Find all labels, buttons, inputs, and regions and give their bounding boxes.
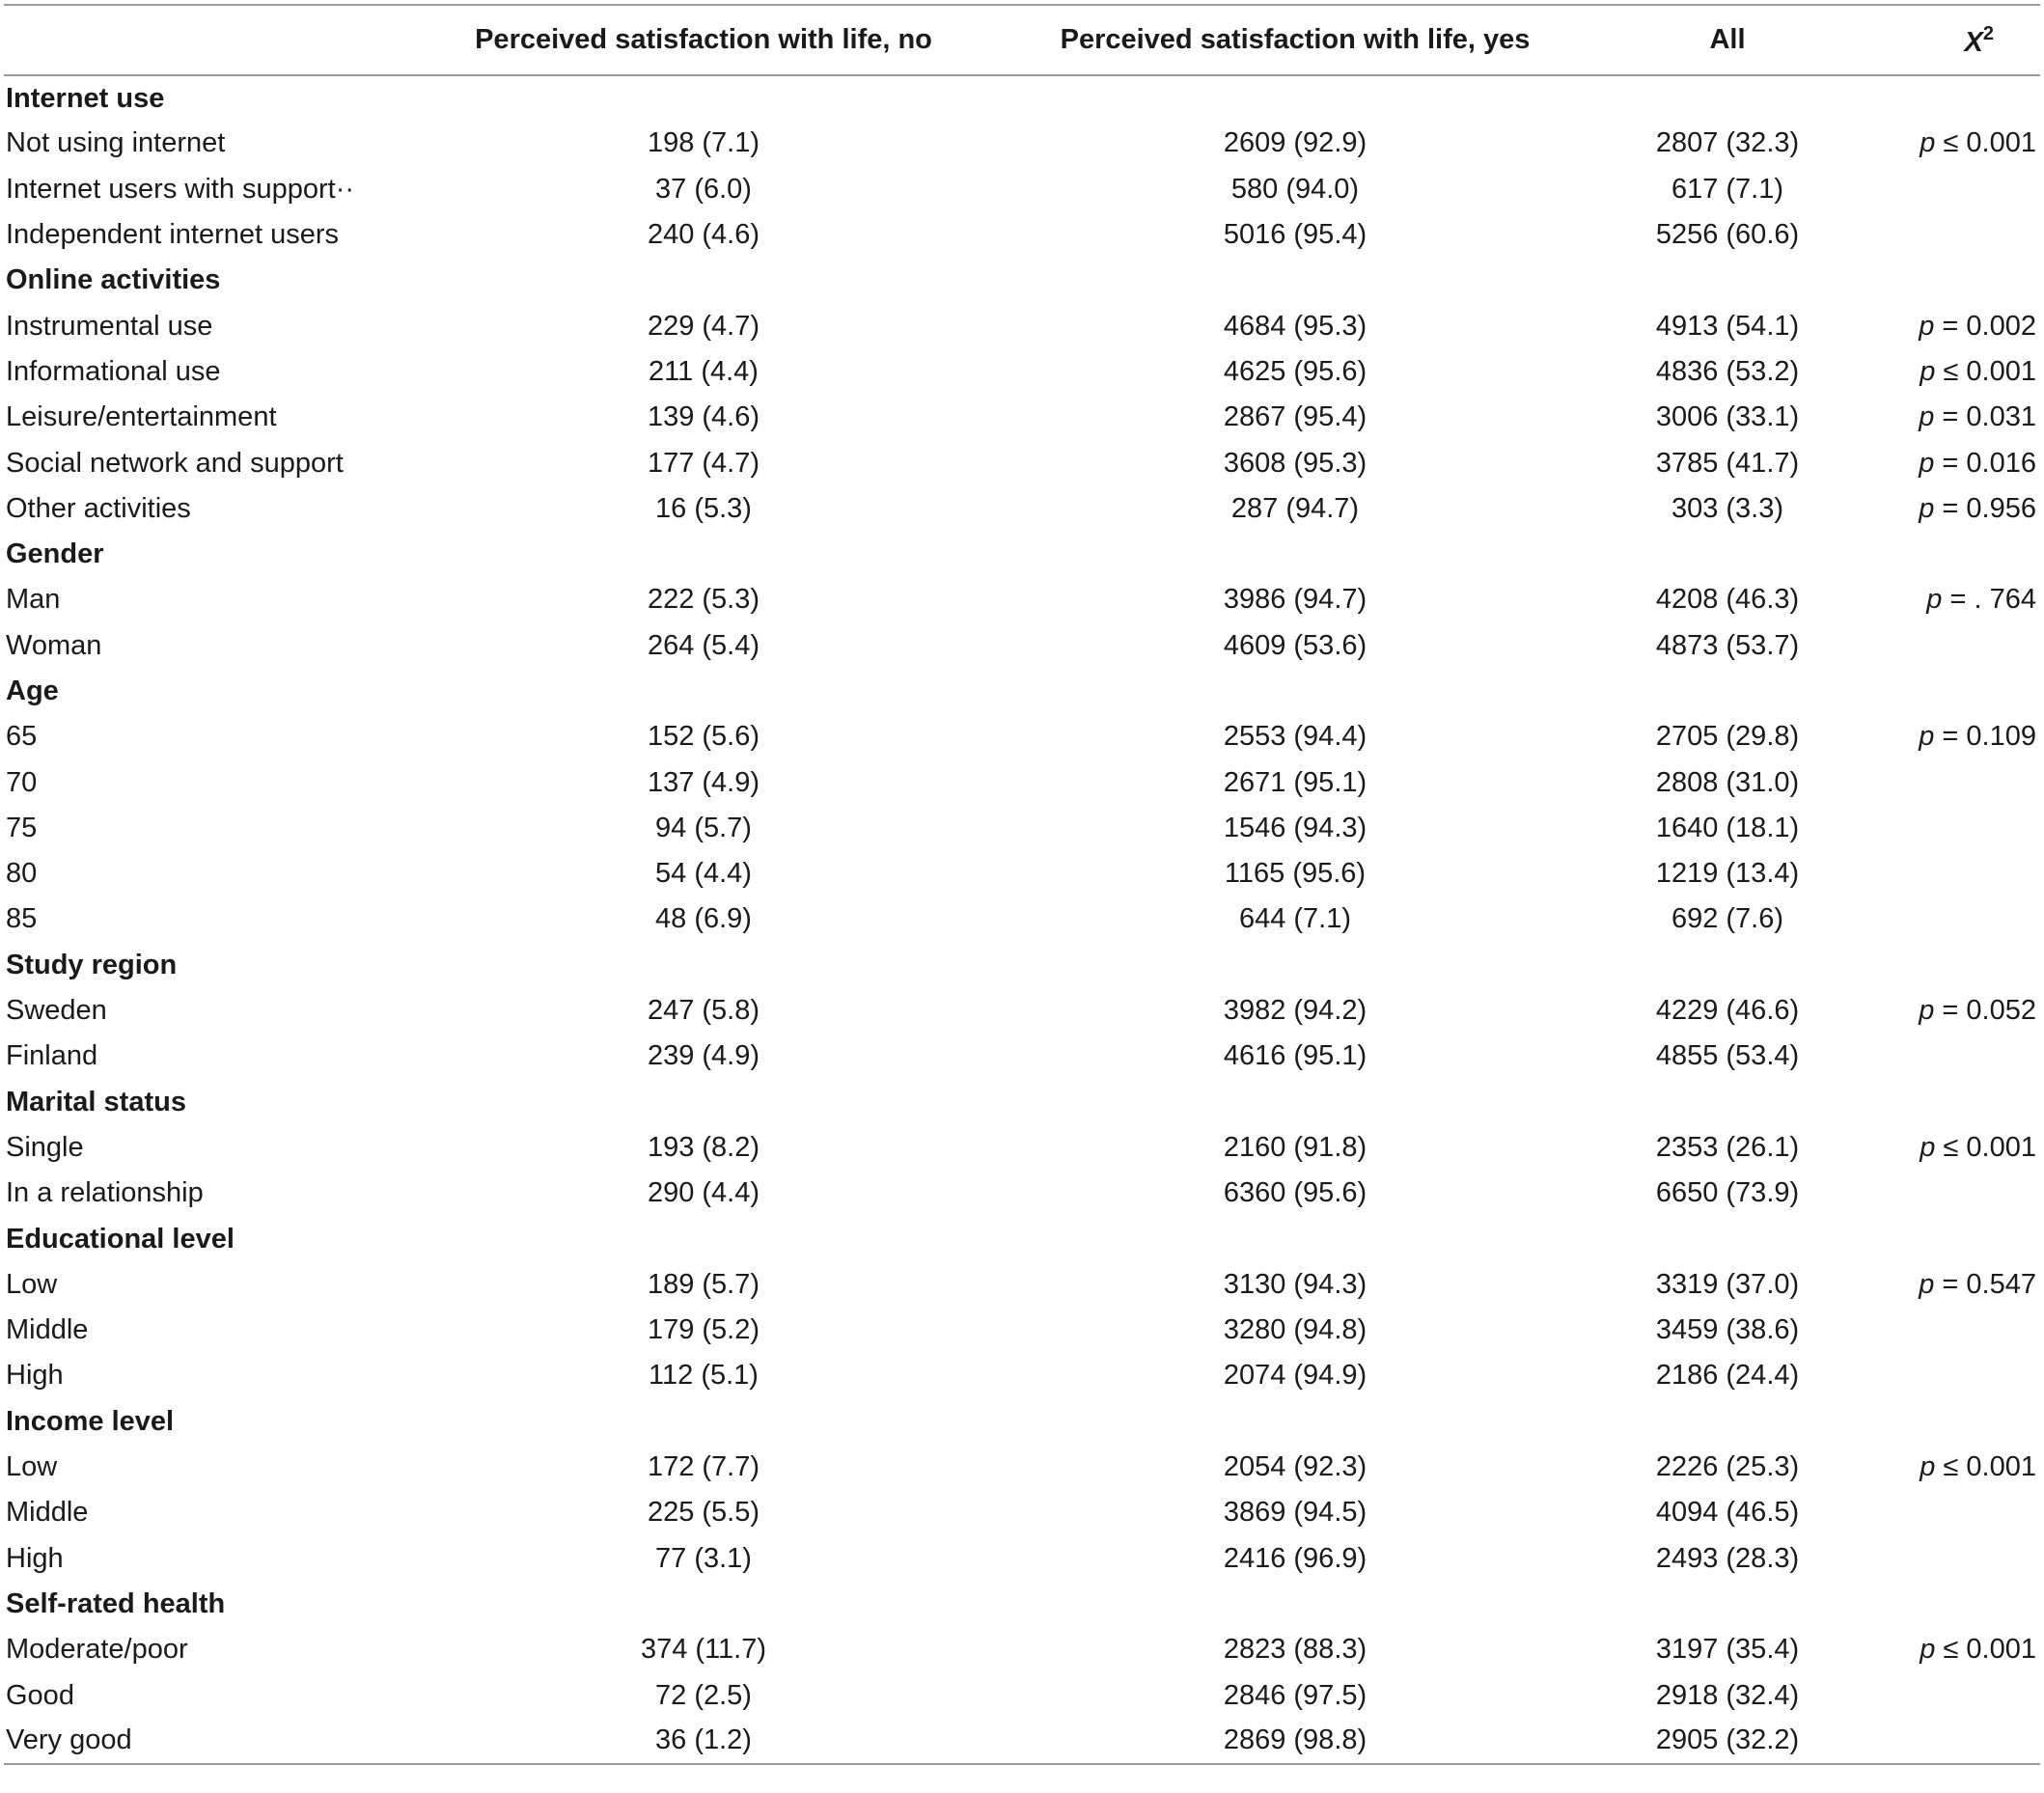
cell-satisfaction-yes: 5016 (95.4) [1223, 219, 1367, 251]
cell-satisfaction-yes: 4609 (53.6) [1223, 629, 1367, 661]
row-label: High [6, 1360, 64, 1392]
p-symbol: p [1919, 721, 1935, 753]
cell-satisfaction-no: 37 (6.0) [655, 173, 752, 205]
section-label: Self-rated health [6, 1587, 226, 1619]
cell-chi-square [1834, 1308, 2040, 1353]
cell-satisfaction-yes: 2553 (94.4) [1223, 721, 1367, 753]
table-row [4, 212, 2040, 258]
table-row [4, 896, 2040, 942]
section-label: Marital status [6, 1086, 186, 1117]
row-label: Middle [6, 1497, 89, 1529]
table-row [4, 303, 2040, 348]
p-symbol: p [1920, 1131, 1936, 1163]
cell-satisfaction-no: 211 (4.4) [649, 355, 759, 387]
p-value: ≤ 0.001 [1935, 355, 2036, 387]
cell-all: 2918 (32.4) [1655, 1679, 1800, 1711]
header-label [4, 5, 438, 75]
cell-satisfaction-no: 225 (5.5) [647, 1497, 760, 1529]
cell-satisfaction-no: 77 (3.1) [655, 1542, 752, 1574]
header-all: All [1621, 5, 1834, 75]
p-symbol: p [1920, 1451, 1936, 1483]
p-value: = 0.052 [1934, 995, 2036, 1027]
table-row [4, 121, 2040, 166]
cell-satisfaction-yes: 2823 (88.3) [1223, 1634, 1367, 1666]
cell-chi-square [1834, 851, 2040, 896]
header-chi-letter: X [1964, 26, 1983, 58]
header-row [4, 5, 2040, 75]
p-symbol: p [1919, 492, 1935, 524]
header-satisfaction-yes: Perceived satisfaction with life, yes [969, 5, 1621, 75]
cell-all: 2226 (25.3) [1655, 1451, 1800, 1483]
table-row [4, 167, 2040, 212]
p-value: = 0.031 [1934, 401, 2036, 433]
cell-chi-square [1834, 1171, 2040, 1216]
p-value: = 0.109 [1934, 721, 2036, 753]
section-header-row [4, 1080, 2040, 1125]
cell-all: 2353 (26.1) [1655, 1131, 1800, 1163]
row-label: Very good [4, 1719, 438, 1764]
cell-satisfaction-no: 229 (4.7) [647, 310, 760, 342]
row-label: 75 [6, 812, 38, 843]
section-label: Online activities [6, 264, 221, 296]
p-value: ≤ 0.001 [1935, 1634, 2036, 1666]
cell-satisfaction-no: 112 (5.1) [649, 1360, 759, 1392]
p-value: = 0.547 [1934, 1268, 2036, 1300]
table-row [4, 1308, 2040, 1353]
p-symbol: p [1926, 584, 1943, 616]
section-header-row [4, 1216, 2040, 1261]
cell-all: 5256 (60.6) [1655, 219, 1800, 251]
section-label: Income level [6, 1405, 175, 1437]
cell-all: 3006 (33.1) [1655, 401, 1800, 433]
cell-chi-square [1834, 623, 2040, 669]
cell-satisfaction-yes: 2609 (92.9) [1223, 127, 1367, 159]
table-row [4, 988, 2040, 1034]
cell-chi-square [1834, 1262, 2040, 1308]
row-label: Finland [6, 1040, 98, 1072]
row-label: Independent internet users [6, 219, 340, 251]
p-value: = 0.002 [1934, 310, 2036, 342]
section-header-row [4, 75, 2040, 121]
row-label: Low [6, 1451, 58, 1483]
section-header-row [4, 532, 2040, 577]
table-row [4, 440, 2040, 485]
table-row [4, 759, 2040, 805]
cell-satisfaction-no: 72 (2.5) [655, 1679, 752, 1711]
cell-satisfaction-yes: 2416 (96.9) [1223, 1542, 1367, 1574]
section-header-row [4, 1399, 2040, 1445]
cell-all: 617 (7.1) [1671, 173, 1784, 205]
cell-satisfaction-yes: 2869 (98.8) [969, 1719, 1621, 1764]
table-row [4, 714, 2040, 759]
row-label: Internet users with support·· [6, 173, 355, 205]
cell-all: 692 (7.6) [1671, 903, 1784, 935]
cell-satisfaction-yes: 4684 (95.3) [1223, 310, 1367, 342]
section-label: Age [6, 676, 59, 706]
row-label: Social network and support [6, 447, 344, 479]
cell-satisfaction-yes: 4616 (95.1) [1223, 1040, 1367, 1072]
p-value: ≤ 0.001 [1935, 127, 2036, 159]
p-symbol: p [1919, 401, 1935, 433]
table-row [4, 1536, 2040, 1582]
cell-all: 4094 (46.5) [1655, 1497, 1800, 1529]
cell-chi-square [1834, 714, 2040, 759]
cell-chi-square [1834, 349, 2040, 395]
cell-satisfaction-no: 222 (5.3) [647, 584, 760, 616]
cell-satisfaction-yes: 1165 (95.6) [1224, 858, 1367, 890]
cell-satisfaction-no: 54 (4.4) [655, 858, 752, 890]
cell-satisfaction-yes: 2074 (94.9) [1223, 1360, 1367, 1392]
cell-satisfaction-yes: 3869 (94.5) [1223, 1497, 1367, 1529]
row-label: Man [6, 584, 61, 616]
cell-satisfaction-no: 179 (5.2) [647, 1314, 760, 1346]
cell-satisfaction-no: 177 (4.7) [647, 447, 760, 479]
cell-satisfaction-no: 198 (7.1) [647, 127, 760, 159]
table-row [4, 1445, 2040, 1490]
table-row [4, 1353, 2040, 1398]
row-label: 80 [6, 858, 38, 890]
section-header-row [4, 1582, 2040, 1627]
cell-satisfaction-yes: 3280 (94.8) [1223, 1314, 1367, 1346]
p-symbol: p [1919, 310, 1935, 342]
cell-satisfaction-no: 48 (6.9) [655, 903, 752, 935]
table-row [4, 1125, 2040, 1171]
cell-chi-square [1834, 1034, 2040, 1079]
row-label: Informational use [6, 355, 221, 387]
cell-all: 303 (3.3) [1671, 492, 1784, 524]
cell-all: 1640 (18.1) [1655, 812, 1800, 843]
p-value: ≤ 0.001 [1935, 1451, 2036, 1483]
cell-all: 3785 (41.7) [1655, 447, 1800, 479]
cell-chi-square [1834, 896, 2040, 942]
cell-satisfaction-no: 152 (5.6) [647, 721, 760, 753]
cell-all: 4229 (46.6) [1655, 995, 1800, 1027]
section-header-row [4, 669, 2040, 714]
cell-satisfaction-no: 247 (5.8) [647, 995, 760, 1027]
cell-satisfaction-yes: 3986 (94.7) [1223, 584, 1367, 616]
row-label: Sweden [6, 995, 107, 1027]
cell-satisfaction-yes: 3130 (94.3) [1223, 1268, 1367, 1300]
cell-satisfaction-no: 172 (7.7) [647, 1451, 760, 1483]
cell-chi-square [1834, 1719, 2040, 1764]
cell-satisfaction-no: 374 (11.7) [640, 1634, 767, 1666]
table-row [4, 806, 2040, 851]
cell-chi-square [1834, 486, 2040, 532]
cell-chi-square [1834, 167, 2040, 212]
cell-chi-square [1834, 1627, 2040, 1672]
section-label: Internet use [6, 82, 165, 114]
table-row [4, 1490, 2040, 1535]
cell-chi-square [1834, 212, 2040, 258]
row-label: Not using internet [6, 127, 226, 159]
row-label: Leisure/entertainment [6, 401, 277, 433]
row-label: Woman [6, 629, 102, 661]
header-satisfaction-no: Perceived satisfaction with life, no [438, 5, 969, 75]
row-label: Low [6, 1268, 58, 1300]
cell-satisfaction-yes: 3608 (95.3) [1223, 447, 1367, 479]
row-label: 70 [6, 766, 38, 798]
row-label: Instrumental use [6, 310, 213, 342]
table-header [4, 5, 2040, 75]
cell-chi-square [1834, 1125, 2040, 1171]
cell-satisfaction-yes: 644 (7.1) [1238, 903, 1352, 935]
cell-chi-square [1834, 121, 2040, 166]
row-label: High [6, 1542, 64, 1574]
results-table [4, 4, 2040, 1765]
cell-all: 4913 (54.1) [1655, 310, 1800, 342]
table-body [4, 75, 2040, 1764]
cell-all: 2186 (24.4) [1655, 1360, 1800, 1392]
cell-all: 2808 (31.0) [1655, 766, 1800, 798]
p-value: = . 764 [1942, 584, 2036, 616]
cell-satisfaction-yes: 1546 (94.3) [1223, 812, 1367, 843]
table-row [4, 623, 2040, 669]
cell-satisfaction-no: 264 (5.4) [647, 629, 760, 661]
cell-all: 2493 (28.3) [1655, 1542, 1800, 1574]
section-label: Gender [6, 538, 104, 570]
cell-chi-square [1834, 988, 2040, 1034]
cell-all: 3197 (35.4) [1655, 1634, 1800, 1666]
cell-all: 2705 (29.8) [1655, 721, 1800, 753]
cell-satisfaction-no: 137 (4.9) [647, 766, 760, 798]
section-label: Study region [6, 949, 178, 980]
cell-satisfaction-yes: 2160 (91.8) [1223, 1131, 1367, 1163]
cell-satisfaction-yes: 2867 (95.4) [1223, 401, 1367, 433]
cell-satisfaction-no: 239 (4.9) [647, 1040, 760, 1072]
row-label: Middle [6, 1314, 89, 1346]
cell-satisfaction-yes: 4625 (95.6) [1223, 355, 1367, 387]
cell-all: 3459 (38.6) [1655, 1314, 1800, 1346]
table-row [4, 395, 2040, 440]
section-header-row [4, 258, 2040, 303]
row-label: 85 [6, 903, 38, 935]
p-symbol: p [1919, 447, 1935, 479]
cell-satisfaction-yes: 2671 (95.1) [1223, 766, 1367, 798]
cell-satisfaction-no: 16 (5.3) [655, 492, 752, 524]
cell-satisfaction-yes: 2846 (97.5) [1223, 1679, 1367, 1711]
cell-chi-square [1834, 759, 2040, 805]
cell-satisfaction-no: 240 (4.6) [647, 219, 760, 251]
p-symbol: p [1920, 355, 1936, 387]
cell-satisfaction-yes: 3982 (94.2) [1223, 995, 1367, 1027]
header-chi-square [1834, 5, 2040, 75]
table-row [4, 577, 2040, 622]
cell-all: 4873 (53.7) [1655, 629, 1800, 661]
cell-all: 4208 (46.3) [1655, 584, 1800, 616]
row-label: Good [6, 1679, 74, 1711]
cell-all: 4836 (53.2) [1655, 355, 1800, 387]
cell-satisfaction-no: 290 (4.4) [647, 1177, 760, 1209]
cell-satisfaction-yes: 580 (94.0) [1230, 173, 1360, 205]
cell-chi-square [1834, 806, 2040, 851]
table-row [4, 1034, 2040, 1079]
table-row [4, 1171, 2040, 1216]
cell-satisfaction-no: 139 (4.6) [647, 401, 760, 433]
header-chi-exponent: 2 [1982, 22, 1994, 44]
cell-chi-square [1834, 577, 2040, 622]
table-row [4, 349, 2040, 395]
cell-chi-square [1834, 1445, 2040, 1490]
cell-satisfaction-no: 189 (5.7) [647, 1268, 760, 1300]
table-row [4, 1672, 2040, 1718]
cell-all: 2807 (32.3) [1655, 127, 1800, 159]
cell-satisfaction-yes: 2054 (92.3) [1223, 1451, 1367, 1483]
cell-chi-square [1834, 1490, 2040, 1535]
cell-chi-square [1834, 1353, 2040, 1398]
cell-all: 1219 (13.4) [1655, 858, 1800, 890]
p-value: ≤ 0.001 [1935, 1131, 2036, 1163]
cell-chi-square [1834, 1672, 2040, 1718]
table-row [4, 1627, 2040, 1672]
p-value: = 0.956 [1934, 492, 2036, 524]
cell-satisfaction-no: 193 (8.2) [647, 1131, 760, 1163]
cell-all: 2905 (32.2) [1621, 1719, 1834, 1764]
section-header-row [4, 943, 2040, 988]
table-row [4, 851, 2040, 896]
cell-chi-square [1834, 440, 2040, 485]
cell-satisfaction-yes: 6360 (95.6) [1223, 1177, 1367, 1209]
p-symbol: p [1919, 995, 1935, 1027]
cell-all: 3319 (37.0) [1655, 1268, 1800, 1300]
cell-all: 6650 (73.9) [1655, 1177, 1800, 1209]
table-row [4, 1262, 2040, 1308]
row-label: 65 [6, 721, 38, 753]
row-label: Moderate/poor [6, 1634, 188, 1666]
p-symbol: p [1920, 127, 1936, 159]
table-row [4, 1719, 2040, 1764]
section-label: Educational level [6, 1223, 235, 1255]
cell-satisfaction-no: 36 (1.2) [438, 1719, 969, 1764]
cell-chi-square [1834, 303, 2040, 348]
row-label: In a relationship [6, 1177, 204, 1209]
p-symbol: p [1920, 1634, 1936, 1666]
row-label: Other activities [6, 492, 191, 524]
row-label: Single [6, 1131, 84, 1163]
cell-all: 4855 (53.4) [1655, 1040, 1800, 1072]
cell-chi-square [1834, 395, 2040, 440]
cell-satisfaction-no: 94 (5.7) [655, 812, 752, 843]
cell-chi-square [1834, 1536, 2040, 1582]
table-row [4, 486, 2040, 532]
p-symbol: p [1919, 1268, 1935, 1300]
cell-satisfaction-yes: 287 (94.7) [1230, 492, 1360, 524]
p-value: = 0.016 [1934, 447, 2036, 479]
